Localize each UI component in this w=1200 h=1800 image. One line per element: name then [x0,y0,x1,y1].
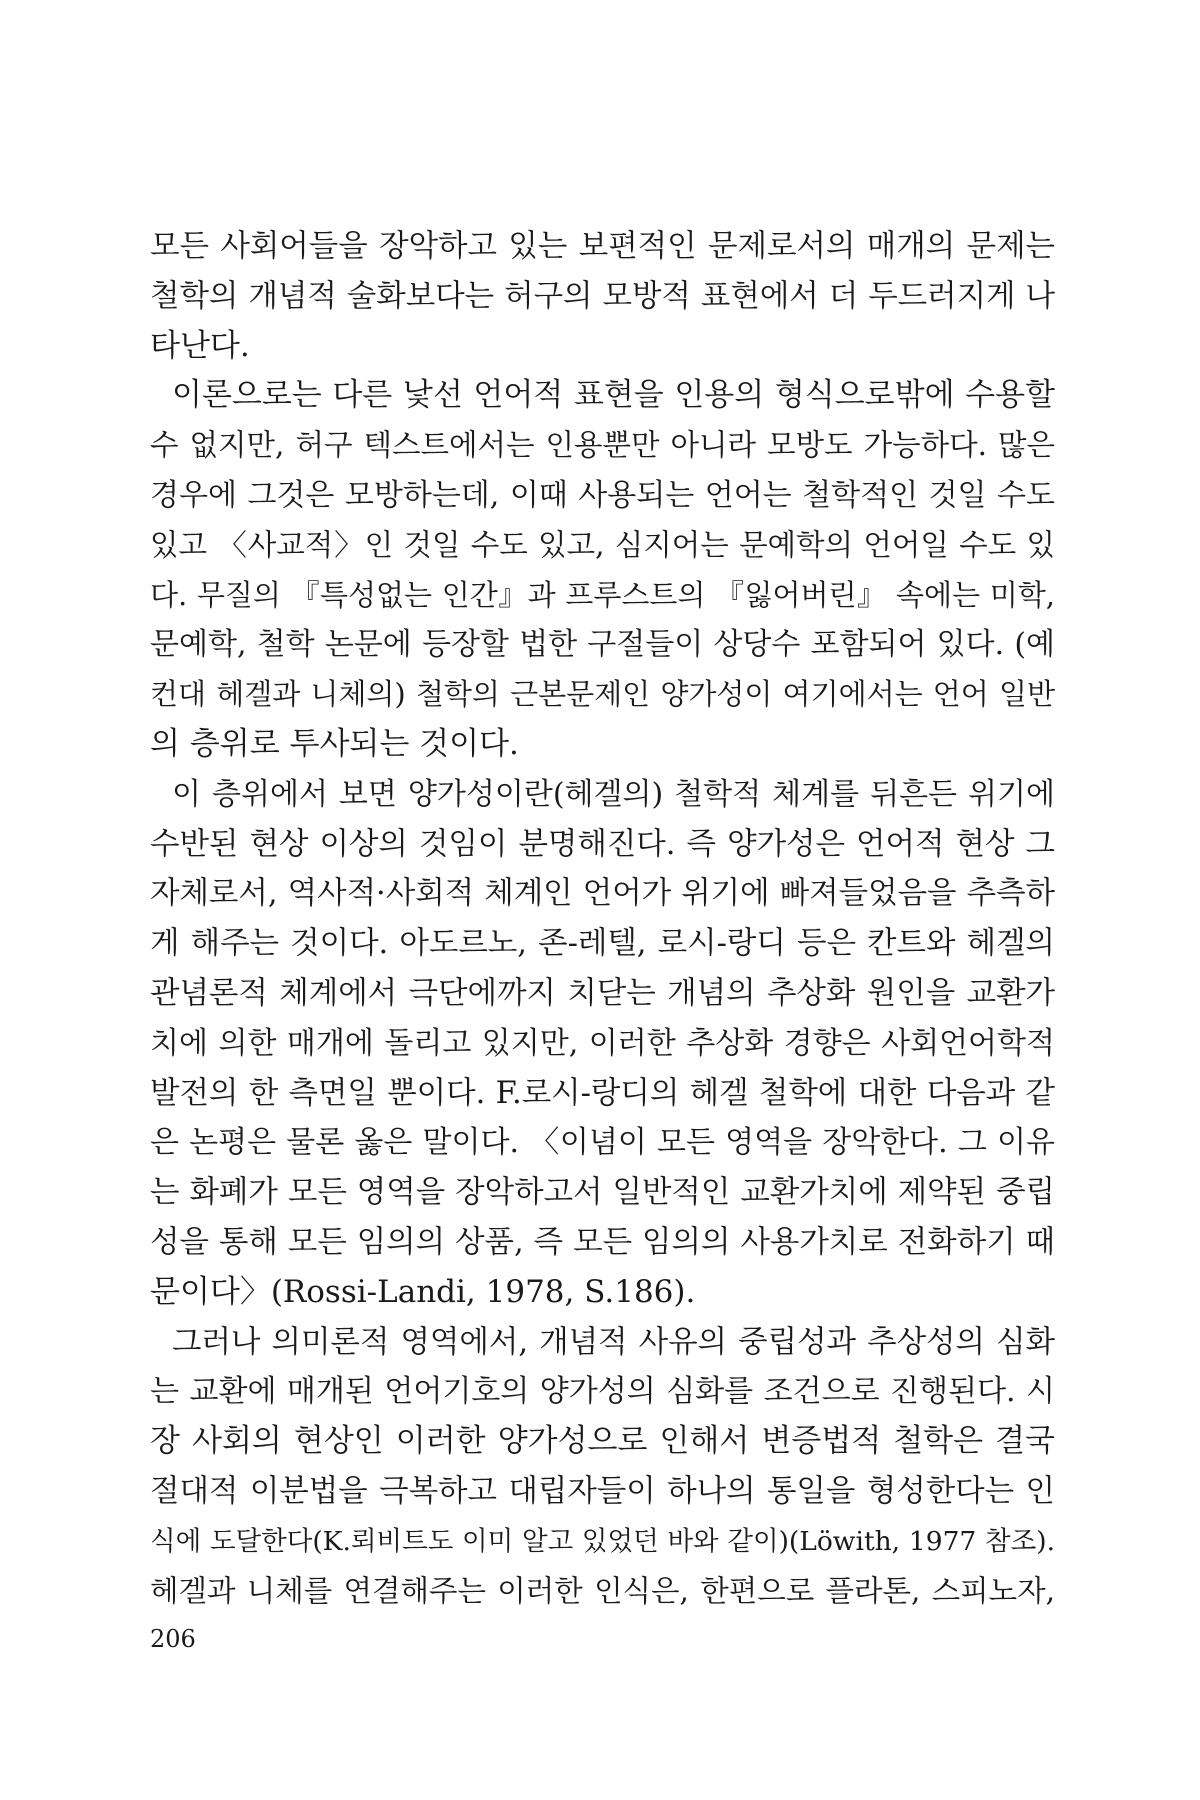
body-text [150,222,1055,1616]
text-line: 이론으로는 다른 낯선 언어적 표현을 인용의 형식으로밖에 수용할 [172,377,1055,414]
text-line: 발전의 한 측면일 뿐이다. F.로시-랑디의 헤겔 철학에 대한 다음과 같 [150,1075,1055,1111]
text-line: 은 논평은 물론 옳은 말이다. 〈이념이 모든 영역을 장악한다. 그 이유 [150,1125,1055,1161]
text-line: 있고 〈사교적〉인 것일 수도 있고, 심지어는 문예학의 언어일 수도 있 [150,527,1055,562]
text-line: 컨대 헤겔과 니체의) 철학의 근본문제인 양가성이 여기에서는 언어 일반 [150,677,1055,712]
text-line: 성을 통해 모든 임의의 상품, 즉 모든 임의의 사용가치로 전화하기 때 [150,1224,1055,1260]
text-line: 헤겔과 니체를 연결해주는 이러한 인식은, 한편으로 플라톤, 스피노자, [150,1573,1055,1608]
text-line: 수 없지만, 허구 텍스트에서는 인용뿐만 아니라 모방도 가능하다. 많은 [150,428,1055,463]
text-line: 수반된 현상 이상의 것임이 분명해진다. 즉 양가성은 언어적 현상 그 [150,826,1055,862]
page-number: 206 [150,1625,196,1653]
text-line: 그러나 의미론적 영역에서, 개념적 사유의 중립성과 추상성의 심화 [172,1324,1055,1360]
text-line: 모든 사회어들을 장악하고 있는 보편적인 문제로서의 매개의 문제는 [150,229,1055,264]
text-line: 관념론적 체계에서 극단에까지 치닫는 개념의 추상화 원인을 교환가 [150,975,1055,1011]
text-line: 게 해주는 것이다. 아도르노, 존-레텔, 로시-랑디 등은 칸트와 헤겔의 [150,926,1055,962]
text-line: 식에 도달한다(K.뢰비트도 이미 알고 있었던 바와 같이)(Löwith, 1977 참조). [150,1525,1055,1557]
text-line: 절대적 이분법을 극복하고 대립자들이 하나의 통일을 형성한다는 인 [150,1473,1055,1509]
text-line: 철학의 개념적 술화보다는 허구의 모방적 표현에서 더 두드러지게 나 [150,278,1055,314]
text-line: 치에 의한 매개에 돌리고 있지만, 이러한 추상화 경향은 사회언어학적 [150,1025,1055,1061]
text-line: 문이다〉(Rossi-Landi, 1978, S.186). [150,1273,696,1310]
text-line: 의 층위로 투사되는 것이다. [150,725,519,762]
text-line: 문예학, 철학 논문에 등장할 법한 구절들이 상당수 포함되어 있다. (예 [150,627,1055,663]
text-line: 자체로서, 역사적·사회적 체계인 언어가 위기에 빠져들었음을 추측하 [150,876,1055,912]
text-line: 는 교환에 매개된 언어기호의 양가성의 심화를 조건으로 진행된다. 시 [150,1374,1055,1410]
text-line: 경우에 그것은 모방하는데, 이때 사용되는 언어는 철학적인 것일 수도 [150,477,1055,513]
text-line: 타난다. [150,327,250,364]
text-line: 는 화폐가 모든 영역을 장악하고서 일반적인 교환가치에 제약된 중립 [150,1175,1055,1211]
text-line: 장 사회의 현상인 이러한 양가성으로 인해서 변증법적 철학은 결국 [150,1423,1055,1460]
text-line: 다. 무질의 『특성없는 인간』과 프루스트의 『잃어버린』 속에는 미학, [150,577,1055,612]
text-line: 이 층위에서 보면 양가성이란(헤겔의) 철학적 체계를 뒤흔든 위기에 [172,776,1055,812]
